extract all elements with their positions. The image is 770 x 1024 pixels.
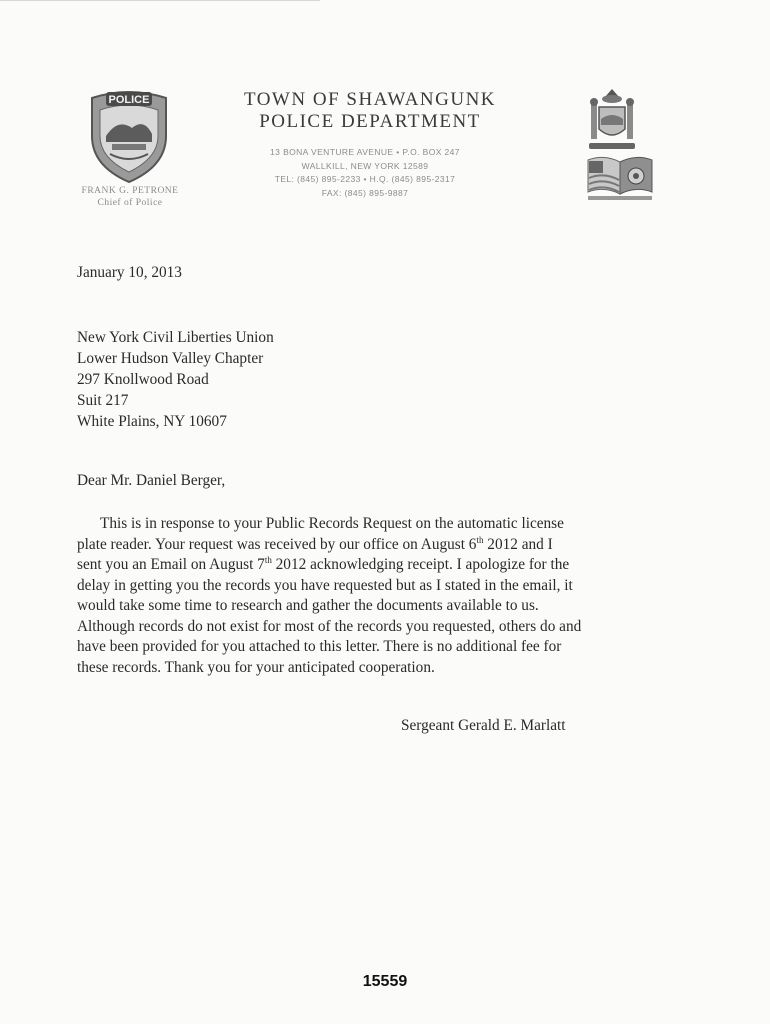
body-line: delay in getting you the records you have requested but as I stated in the email, it (77, 576, 573, 594)
state-seal-icon (583, 85, 641, 153)
recipient-line: White Plains, NY 10607 (77, 413, 227, 430)
department-contact (240, 146, 490, 200)
phone-line: TEL: (845) 895-2233 • H.Q. (845) 895-2317 (274, 174, 456, 185)
body-line: This is in response to your Public Records Request on the automatic license (100, 515, 564, 532)
chief-name: FRANK G. PETRONE (81, 186, 179, 196)
body-line: have been provided for you attached to this letter. There is no additional fee for (77, 638, 562, 655)
page-number: 15559 (362, 973, 408, 990)
recipient-line: Lower Hudson Valley Chapter (77, 350, 264, 367)
city-address: WALLKILL, NEW YORK 12589 (301, 160, 429, 171)
chief-block (60, 185, 200, 209)
top-edge-line (0, 0, 320, 1)
org-line-1: TOWN OF SHAWANGUNK (243, 89, 497, 110)
org-line-2: POLICE DEPARTMENT (259, 111, 481, 132)
letter-body (77, 514, 667, 678)
recipient-line: 297 Knollwood Road (77, 371, 209, 388)
svg-text:POLICE: POLICE (108, 94, 150, 106)
body-line: would take some time to research and gather the documents available to us. (77, 597, 539, 614)
fax-line: FAX: (845) 895-9887 (321, 187, 409, 198)
police-patch-logo (88, 88, 170, 184)
salutation: Dear Mr. Daniel Berger, (77, 472, 226, 489)
signature-name: Sergeant Gerald E. Marlatt (401, 717, 566, 734)
department-name (200, 89, 540, 133)
street-address: 13 BONA VENTURE AVENUE • P.O. BOX 247 (270, 147, 460, 157)
body-line: plate reader. Your request was received by our office on August 6th 2012 and I (77, 534, 553, 553)
body-line: sent you an Email on August 7th 2012 acknowledging receipt. I apologize for the (77, 555, 570, 573)
recipient-line: New York Civil Liberties Union (77, 329, 274, 346)
recipient-line: Suit 217 (77, 392, 129, 409)
flags-emblem-icon (586, 152, 654, 204)
body-line: these records. Thank you for your anticipated cooperation. (77, 658, 435, 676)
letter-date: January 10, 2013 (77, 264, 182, 281)
body-line: Although records do not exist for most of the records you requested, others do and (77, 617, 582, 635)
recipient-address (77, 327, 274, 432)
chief-title: Chief of Police (97, 198, 163, 208)
